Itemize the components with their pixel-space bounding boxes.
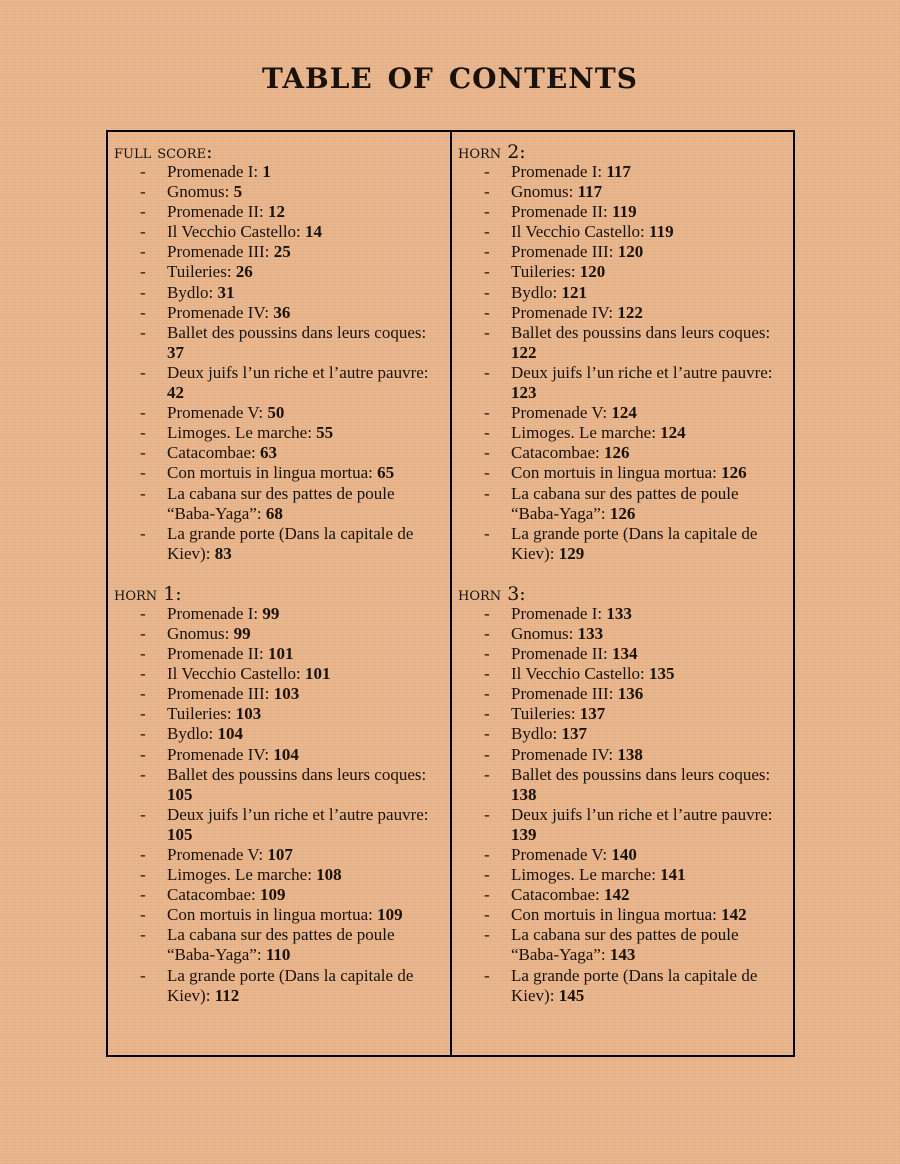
contents-entry	[458, 524, 790, 564]
entry-page-number: 105	[167, 824, 193, 844]
entry-page-number: 65	[377, 463, 395, 483]
entry-page-number: 104	[273, 744, 299, 764]
entry-page-number: 109	[377, 905, 403, 925]
entry-page-number: 14	[305, 222, 323, 242]
entry-page-number: 50	[267, 403, 285, 423]
contents-entry	[114, 966, 444, 1006]
entry-label: Deux juifs l’un riche et l’autre pauvre:	[511, 362, 773, 382]
entry-label: Catacombae:	[167, 885, 260, 905]
entry-page-number: 119	[649, 222, 674, 242]
entry-label: Ballet des poussins dans leurs coques:	[511, 322, 771, 342]
dash-bullet-icon: -	[484, 483, 490, 503]
dash-bullet-icon: -	[140, 463, 146, 483]
entry-label: Ballet des poussins dans leurs coques:	[511, 764, 771, 784]
entry-page-number: 117	[606, 162, 631, 181]
entry-page-number: 120	[579, 262, 606, 282]
contents-entry	[114, 644, 444, 664]
entry-page-number: 140	[611, 845, 637, 864]
contents-entry	[114, 283, 444, 303]
entry-label: La cabana sur des pattes de poule “Baba-Yaga”:	[511, 925, 739, 965]
entry-label: Catacombae:	[511, 443, 604, 463]
contents-entry	[458, 283, 790, 303]
entry-page-number: 139	[511, 824, 537, 844]
entry-page-number: 26	[235, 262, 253, 282]
contents-entry	[114, 242, 444, 262]
contents-entry	[114, 182, 444, 202]
dash-bullet-icon: -	[140, 704, 146, 724]
dash-bullet-icon: -	[484, 764, 490, 784]
contents-entry	[114, 704, 444, 724]
section-title: full score:	[114, 141, 213, 163]
contents-entry	[458, 423, 790, 443]
entry-page-number: 142	[604, 885, 630, 905]
dash-bullet-icon: -	[484, 623, 490, 643]
dash-bullet-icon: -	[140, 483, 146, 503]
contents-entry	[458, 303, 790, 323]
entry-page-number: 103	[273, 684, 300, 704]
entry-page-number: 138	[617, 744, 643, 764]
entry-label: Catacombae:	[167, 443, 260, 463]
dash-bullet-icon: -	[484, 905, 490, 925]
entry-page-number: 109	[260, 885, 286, 905]
dash-bullet-icon: -	[484, 282, 490, 302]
dash-bullet-icon: -	[140, 724, 146, 744]
contents-entry	[458, 242, 790, 262]
dash-bullet-icon: -	[484, 603, 490, 623]
entry-page-number: 129	[558, 543, 585, 563]
contents-entry	[114, 745, 444, 765]
entry-label: Con mortuis in lingua mortua:	[511, 905, 722, 925]
entry-label: Deux juifs l’un riche et l’autre pauvre:	[167, 804, 429, 824]
contents-section	[458, 142, 790, 564]
entry-label: Promenade II:	[511, 202, 613, 222]
contents-entry	[458, 664, 790, 684]
entry-page-number: 112	[214, 985, 240, 1005]
dash-bullet-icon: -	[484, 845, 490, 864]
entry-page-number: 124	[660, 423, 686, 443]
dash-bullet-icon: -	[140, 804, 146, 824]
entry-label: Promenade IV:	[511, 744, 618, 764]
entry-page-number: 36	[273, 302, 291, 322]
dash-bullet-icon: -	[484, 704, 490, 724]
entry-page-number: 145	[558, 985, 585, 1005]
entry-label: Con mortuis in lingua mortua:	[511, 463, 722, 483]
entry-label: Promenade II:	[511, 644, 613, 664]
entry-label: La cabana sur des pattes de poule “Baba-Yaga”:	[167, 483, 395, 523]
entry-page-number: 31	[217, 282, 235, 302]
contents-entry	[114, 443, 444, 463]
section-title: horn 3:	[458, 582, 526, 605]
contents-entry	[458, 363, 790, 403]
contents-entry	[458, 202, 790, 222]
dash-bullet-icon: -	[484, 925, 490, 945]
dash-bullet-icon: -	[484, 744, 490, 764]
entry-page-number: 55	[316, 423, 334, 443]
dash-bullet-icon: -	[140, 443, 146, 463]
entry-page-number: 137	[579, 704, 606, 724]
dash-bullet-icon: -	[484, 724, 490, 744]
dash-bullet-icon: -	[140, 222, 146, 242]
contents-entry	[114, 684, 444, 704]
entry-page-number: 104	[217, 724, 244, 744]
dash-bullet-icon: -	[484, 965, 490, 985]
entry-label: La grande porte (Dans la capitale de Kiev):	[511, 523, 758, 563]
entry-label: Bydlo:	[511, 724, 562, 744]
contents-entry	[114, 524, 444, 564]
contents-list	[458, 162, 790, 564]
entry-label: Promenade I:	[167, 603, 263, 623]
contents-entry	[458, 925, 790, 965]
dash-bullet-icon: -	[484, 182, 490, 202]
entry-page-number: 134	[612, 644, 638, 664]
contents-entry	[458, 885, 790, 905]
entry-label: La grande porte (Dans la capitale de Kiev):	[167, 523, 414, 563]
dash-bullet-icon: -	[484, 523, 490, 543]
dash-bullet-icon: -	[484, 885, 490, 905]
contents-entry	[114, 865, 444, 885]
contents-entry	[458, 704, 790, 724]
dash-bullet-icon: -	[484, 202, 490, 222]
dash-bullet-icon: -	[140, 362, 146, 382]
entry-page-number: 105	[167, 784, 193, 804]
entry-page-number: 110	[265, 945, 291, 965]
contents-entry	[114, 262, 444, 282]
dash-bullet-icon: -	[484, 684, 490, 704]
entry-label: La grande porte (Dans la capitale de Kiev):	[511, 965, 758, 1005]
dash-bullet-icon: -	[140, 282, 146, 302]
contents-entry	[458, 262, 790, 282]
contents-entry	[458, 865, 790, 885]
dash-bullet-icon: -	[140, 744, 146, 764]
contents-entry	[114, 765, 444, 805]
entry-label: Bydlo:	[511, 282, 562, 302]
column-divider	[450, 132, 452, 1055]
entry-label: Promenade I:	[511, 603, 607, 623]
dash-bullet-icon: -	[484, 423, 490, 443]
entry-label: Limoges. Le marche:	[511, 423, 661, 443]
dash-bullet-icon: -	[140, 925, 146, 945]
entry-page-number: 99	[262, 603, 280, 623]
dash-bullet-icon: -	[140, 845, 146, 864]
dash-bullet-icon: -	[140, 162, 146, 181]
entry-label: Tuileries:	[511, 262, 580, 282]
entry-page-number: 68	[265, 503, 283, 523]
dash-bullet-icon: -	[484, 242, 490, 262]
dash-bullet-icon: -	[484, 302, 490, 322]
entry-label: Promenade IV:	[167, 302, 274, 322]
entry-page-number: 138	[511, 784, 537, 804]
dash-bullet-icon: -	[484, 463, 490, 483]
dash-bullet-icon: -	[140, 885, 146, 905]
entry-label: Promenade IV:	[511, 302, 618, 322]
dash-bullet-icon: -	[140, 182, 146, 202]
entry-label: La cabana sur des pattes de poule “Baba-Yaga”:	[167, 925, 395, 965]
entry-label: La grande porte (Dans la capitale de Kiev):	[167, 965, 414, 1005]
dash-bullet-icon: -	[484, 443, 490, 463]
dash-bullet-icon: -	[140, 603, 146, 623]
entry-page-number: 101	[268, 644, 294, 664]
contents-entry	[114, 885, 444, 905]
entry-page-number: 121	[561, 282, 588, 302]
entry-label: Bydlo:	[167, 282, 218, 302]
contents-entry	[458, 604, 790, 624]
contents-entry	[458, 443, 790, 463]
entry-label: Con mortuis in lingua mortua:	[167, 463, 378, 483]
dash-bullet-icon: -	[484, 804, 490, 824]
contents-entry	[458, 644, 790, 664]
entry-label: Catacombae:	[511, 885, 604, 905]
entry-page-number: 42	[167, 383, 184, 403]
entry-page-number: 101	[305, 664, 331, 684]
entry-label: Limoges. Le marche:	[511, 865, 661, 885]
entry-label: Promenade III:	[167, 242, 274, 262]
entry-page-number: 1	[262, 162, 271, 181]
entry-label: Deux juifs l’un riche et l’autre pauvre:	[167, 362, 429, 382]
dash-bullet-icon: -	[140, 684, 146, 704]
dash-bullet-icon: -	[140, 403, 146, 423]
dash-bullet-icon: -	[140, 764, 146, 784]
entry-label: Limoges. Le marche:	[167, 865, 317, 885]
entry-label: Il Vecchio Castello:	[511, 664, 650, 684]
contents-column-left	[114, 142, 444, 1026]
dash-bullet-icon: -	[140, 423, 146, 443]
dash-bullet-icon: -	[140, 262, 146, 282]
entry-label: Limoges. Le marche:	[167, 423, 317, 443]
entry-page-number: 143	[609, 945, 636, 965]
entry-page-number: 83	[214, 543, 232, 563]
entry-label: Promenade V:	[511, 845, 612, 864]
dash-bullet-icon: -	[140, 202, 146, 222]
entry-label: Promenade III:	[511, 684, 618, 704]
entry-label: Promenade I:	[167, 162, 263, 181]
entry-page-number: 25	[273, 242, 291, 262]
dash-bullet-icon: -	[140, 965, 146, 985]
contents-entry	[458, 162, 790, 182]
entry-label: Promenade I:	[511, 162, 607, 181]
contents-entry	[458, 323, 790, 363]
contents-entry	[114, 925, 444, 965]
entry-label: Ballet des poussins dans leurs coques:	[167, 764, 427, 784]
dash-bullet-icon: -	[140, 644, 146, 664]
entry-page-number: 136	[617, 684, 644, 704]
entry-page-number: 126	[721, 463, 747, 483]
contents-entry	[458, 624, 790, 644]
contents-entry	[114, 162, 444, 182]
entry-page-number: 108	[316, 865, 342, 885]
dash-bullet-icon: -	[484, 322, 490, 342]
contents-entry	[114, 805, 444, 845]
contents-entry	[114, 303, 444, 323]
entry-label: Gnomus:	[511, 623, 578, 643]
dash-bullet-icon: -	[484, 644, 490, 664]
contents-entry	[114, 724, 444, 744]
page-title: table of contents	[262, 51, 638, 98]
entry-page-number: 5	[233, 182, 243, 202]
contents-entry	[114, 423, 444, 443]
entry-label: Promenade III:	[167, 684, 274, 704]
entry-page-number: 141	[660, 865, 686, 885]
entry-label: Tuileries:	[167, 704, 236, 724]
contents-entry	[458, 463, 790, 483]
entry-label: Il Vecchio Castello:	[167, 222, 306, 242]
contents-column-right	[458, 142, 790, 1026]
dash-bullet-icon: -	[140, 905, 146, 925]
contents-entry	[114, 323, 444, 363]
entry-page-number: 126	[604, 443, 630, 463]
entry-label: Tuileries:	[511, 704, 580, 724]
contents-entry	[458, 182, 790, 202]
contents-entry	[458, 966, 790, 1006]
contents-entry	[114, 664, 444, 684]
entry-page-number: 123	[511, 383, 537, 403]
dash-bullet-icon: -	[140, 865, 146, 885]
entry-page-number: 120	[617, 242, 644, 262]
contents-entry	[458, 403, 790, 423]
contents-entry	[458, 745, 790, 765]
contents-list	[458, 604, 790, 1006]
entry-page-number: 126	[609, 503, 636, 523]
dash-bullet-icon: -	[484, 664, 490, 684]
entry-label: La cabana sur des pattes de poule “Baba-Yaga”:	[511, 483, 739, 523]
dash-bullet-icon: -	[484, 403, 490, 423]
contents-entry	[114, 905, 444, 925]
dash-bullet-icon: -	[484, 865, 490, 885]
dash-bullet-icon: -	[140, 664, 146, 684]
entry-label: Il Vecchio Castello:	[167, 664, 306, 684]
entry-page-number: 117	[577, 182, 603, 202]
entry-label: Promenade II:	[167, 644, 269, 664]
entry-page-number: 142	[721, 905, 747, 925]
entry-label: Promenade V:	[511, 403, 612, 423]
contents-table	[106, 130, 795, 1057]
entry-label: Gnomus:	[167, 623, 234, 643]
entry-page-number: 37	[167, 342, 184, 362]
entry-label: Gnomus:	[511, 182, 578, 202]
section-title: horn 2:	[458, 141, 526, 163]
entry-page-number: 135	[649, 664, 675, 684]
entry-page-number: 133	[606, 603, 632, 623]
entry-label: Bydlo:	[167, 724, 218, 744]
entry-label: Promenade II:	[167, 202, 269, 222]
contents-entry	[458, 845, 790, 865]
entry-page-number: 133	[577, 623, 604, 643]
dash-bullet-icon: -	[140, 523, 146, 543]
contents-entry	[458, 684, 790, 704]
entry-page-number: 99	[233, 623, 251, 643]
entry-label: Promenade III:	[511, 242, 618, 262]
entry-page-number: 122	[617, 302, 643, 322]
entry-label: Con mortuis in lingua mortua:	[167, 905, 378, 925]
entry-label: Promenade V:	[167, 403, 268, 423]
entry-label: Deux juifs l’un riche et l’autre pauvre:	[511, 804, 773, 824]
dash-bullet-icon: -	[140, 623, 146, 643]
contents-entry	[458, 805, 790, 845]
contents-entry	[114, 463, 444, 483]
entry-page-number: 119	[612, 202, 637, 222]
entry-label: Tuileries:	[167, 262, 236, 282]
entry-page-number: 137	[561, 724, 588, 744]
entry-label: Ballet des poussins dans leurs coques:	[167, 322, 427, 342]
dash-bullet-icon: -	[484, 162, 490, 181]
contents-entry	[114, 403, 444, 423]
dash-bullet-icon: -	[140, 242, 146, 262]
entry-label: Gnomus:	[167, 182, 234, 202]
contents-section	[114, 584, 444, 1006]
entry-page-number: 122	[511, 342, 537, 362]
contents-section	[458, 584, 790, 1006]
entry-page-number: 124	[611, 403, 637, 423]
contents-entry	[458, 765, 790, 805]
entry-label: Il Vecchio Castello:	[511, 222, 650, 242]
section-title: horn 1:	[114, 582, 182, 605]
contents-list	[114, 162, 444, 564]
contents-entry	[114, 202, 444, 222]
contents-entry	[114, 624, 444, 644]
dash-bullet-icon: -	[484, 362, 490, 382]
contents-entry	[458, 724, 790, 744]
dash-bullet-icon: -	[140, 322, 146, 342]
contents-entry	[114, 222, 444, 242]
contents-section	[114, 142, 444, 564]
contents-entry	[114, 363, 444, 403]
contents-entry	[458, 222, 790, 242]
entry-label: Promenade IV:	[167, 744, 274, 764]
entry-page-number: 107	[267, 845, 293, 864]
dash-bullet-icon: -	[484, 262, 490, 282]
dash-bullet-icon: -	[140, 302, 146, 322]
contents-entry	[114, 484, 444, 524]
entry-label: Promenade V:	[167, 845, 268, 864]
contents-entry	[458, 484, 790, 524]
entry-page-number: 103	[235, 704, 262, 724]
contents-entry	[458, 905, 790, 925]
entry-page-number: 12	[268, 202, 286, 222]
entry-page-number: 63	[260, 443, 277, 463]
contents-list	[114, 604, 444, 1006]
contents-entry	[114, 604, 444, 624]
contents-entry	[114, 845, 444, 865]
dash-bullet-icon: -	[484, 222, 490, 242]
